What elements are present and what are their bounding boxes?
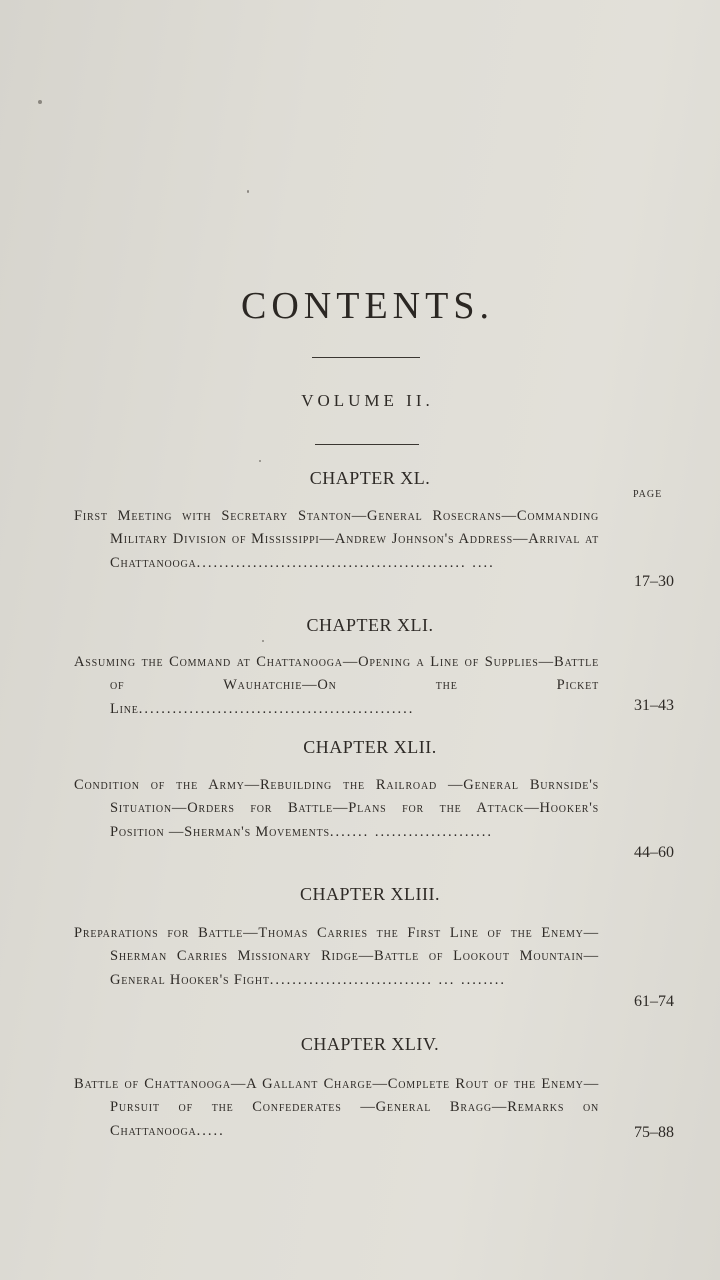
chapter-summary [74, 922, 599, 992]
page-title: CONTENTS. [241, 285, 494, 327]
page-range: 75–88 [634, 1124, 674, 1141]
paper-speck [259, 460, 261, 462]
dot-leaders: ................................................ .... [196, 554, 495, 571]
summary-text: Condition of the Army—Rebuilding the Railroad —General Burnside's Situation—Orders for Battle—Plans for the Attack—Hooker's Position —Sherman's Movements [74, 777, 599, 840]
chapter-summary [74, 651, 599, 721]
chapter-heading: CHAPTER XLIII. [300, 884, 440, 904]
dot-leaders: ..... [196, 1122, 225, 1139]
chapter-heading: CHAPTER XLI. [306, 615, 434, 635]
page-range: 61–74 [634, 993, 674, 1010]
paper-speck [262, 640, 264, 642]
chapter-summary [74, 1073, 599, 1143]
page-column-label: PAGE [633, 489, 663, 500]
summary-text: Battle of Chattanooga—A Gallant Charge—Complete Rout of the Enemy—Pursuit of the Confederates —General Bragg—Remarks on Chattanooga [74, 1076, 599, 1139]
chapter-summary [74, 774, 599, 844]
summary-text: First Meeting with Secretary Stanton—General Rosecrans—Commanding Military Division of Mississippi—Andrew Johnson's Address—Arrival at Chattanooga [74, 508, 599, 571]
chapter-heading: CHAPTER XLII. [303, 737, 437, 757]
chapter-heading: CHAPTER XL. [309, 468, 431, 488]
paper-speck [247, 190, 249, 193]
summary-text: Preparations for Battle—Thomas Carries the First Line of the Enemy—Sherman Carries Missionary Ridge—Battle of Lookout Mountain—General Hooker's Fight [74, 925, 599, 988]
summary-text: Assuming the Command at Chattanooga—Opening a Line of Supplies—Battle of Wauhatchie—On the Picket Line [74, 654, 599, 717]
volume-rule [315, 444, 419, 445]
title-rule [312, 357, 420, 358]
volume-heading: VOLUME II. [301, 391, 434, 410]
chapter-heading: CHAPTER XLIV. [300, 1034, 440, 1054]
page-range: 17–30 [634, 573, 674, 590]
dot-leaders: ............................. ... ........ [269, 971, 507, 988]
dot-leaders: ................................................. [138, 700, 415, 717]
dot-leaders: ....... ..................... [329, 823, 494, 840]
chapter-summary [74, 505, 599, 575]
page-range: 44–60 [634, 844, 674, 861]
page-range: 31–43 [634, 697, 674, 714]
paper-speck [38, 100, 42, 104]
